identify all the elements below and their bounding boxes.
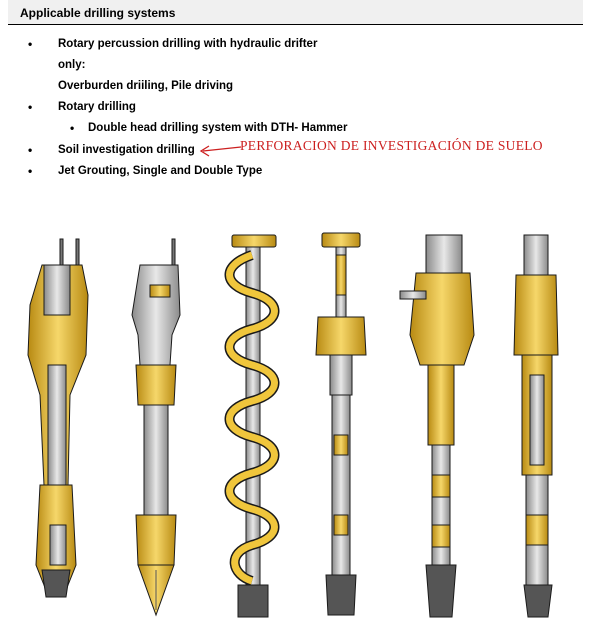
section-header bbox=[8, 0, 583, 25]
auger-tool-icon bbox=[230, 235, 277, 617]
soil-sampler-tool-icon bbox=[316, 233, 366, 615]
drifter-drill-tool-icon bbox=[28, 239, 88, 597]
bullet: • bbox=[70, 121, 75, 135]
list-item-jet-grouting: Jet Grouting, Single and Double Type bbox=[58, 165, 263, 177]
rotary-drill-bit-tool-icon bbox=[132, 239, 180, 615]
drilling-tools-illustration bbox=[0, 225, 591, 630]
list-item-rotary-drilling: Rotary drilling bbox=[58, 101, 136, 113]
double-head-drill-tool-icon bbox=[400, 235, 474, 617]
list-item-rotary-percussion: Rotary percussion drilling with hydraulic drifter bbox=[58, 38, 318, 50]
bullet: • bbox=[28, 164, 33, 178]
handwritten-annotation: PERFORACION DE INVESTIGACIÓN DE SUELO bbox=[240, 138, 543, 153]
bullet: • bbox=[28, 100, 33, 114]
list-item-overburden: Overburden driiling, Pile driving bbox=[58, 80, 234, 92]
jet-grouting-tool-icon bbox=[514, 235, 558, 617]
list-item-soil-investigation: Soil investigation drilling bbox=[58, 144, 195, 156]
list-item-double-head: Double head drilling system with DTH- Hammer bbox=[88, 122, 348, 134]
bullet: • bbox=[28, 37, 33, 51]
annotation-arrow-icon bbox=[195, 140, 245, 160]
bullet: • bbox=[28, 143, 33, 157]
list-item-only-label: only: bbox=[58, 59, 86, 71]
section-title: Applicable drilling systems bbox=[20, 6, 176, 20]
